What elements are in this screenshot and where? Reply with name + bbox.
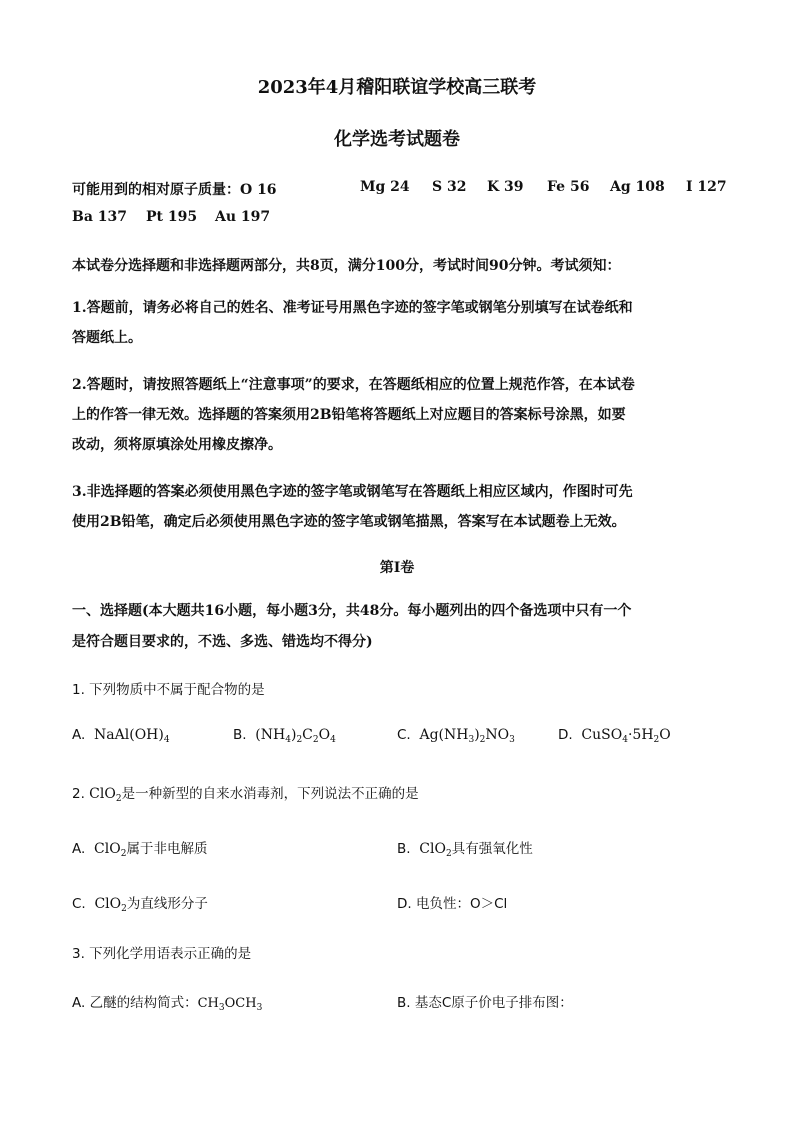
instruction-1-line-2: 答题纸上。 — [72, 330, 142, 346]
question-3-option-b: B. 基态C原子价电子排布图： — [397, 995, 573, 1011]
instruction-1-line-1: 1.答题前，请务必将自己的姓名、准考证号用黑色字迹的签字笔或钢笔分别填写在试卷纸和 — [72, 300, 633, 316]
question-2-option-c: C. ClO$_2$为直线形分子 — [72, 896, 208, 914]
formula-naal-oh4: $NaAl(OH)_4$ — [89, 727, 170, 745]
question-1-option-c: C. $Ag(NH_3)_2NO_3$ — [397, 727, 515, 745]
formula-ammonium-oxalate: $(NH_4)_2C_2O_4$ — [250, 727, 336, 745]
mass-item: Ag 108 — [610, 179, 665, 195]
question-2-option-d: D. 电负性：O＞Cl — [397, 896, 508, 912]
question-2-option-b: B. ClO$_2$具有强氧化性 — [397, 841, 533, 859]
exam-subtitle: 化学选考试题卷 — [334, 129, 460, 150]
instructions-intro: 本试卷分选择题和非选择题两部分，共8页，满分100分，考试时间90分钟。考试须知： — [72, 258, 621, 274]
volume-heading: 第I卷 — [379, 560, 415, 576]
exam-title: 2023年4月稽阳联谊学校高三联考 — [257, 77, 537, 98]
question-2-option-a: A. ClO$_2$属于非电解质 — [72, 841, 208, 859]
instruction-2-line-2: 上的作答一律无效。选择题的答案须用2B铅笔将答题纸上对应题目的答案标号涂黑，如要 — [72, 407, 626, 423]
atomic-mass-label: 可能用到的相对原子质量：O 16 — [72, 182, 277, 198]
mass-item: I 127 — [686, 179, 727, 195]
instruction-3-line-1: 3.非选择题的答案必须使用黑色字迹的签字笔或钢笔写在答题纸上相应区域内，作图时可先 — [72, 484, 633, 500]
question-3-stem: 3. 下列化学用语表示正确的是 — [72, 946, 252, 962]
mass-item: Fe 56 — [547, 179, 590, 195]
question-3-option-a: A. 乙醚的结构简式：$CH_3OCH_3$ — [72, 995, 263, 1013]
instruction-2-line-3: 改动，须将原填涂处用橡皮擦净。 — [72, 437, 282, 453]
instruction-2-line-1: 2.答题时，请按照答题纸上“注意事项”的要求，在答题纸相应的位置上规范作答，在本试卷 — [72, 377, 635, 393]
formula-silver-ammine-nitrate: $Ag(NH_3)_2NO_3$ — [415, 727, 515, 745]
question-1-option-d: D. $CuSO_4\cdot 5H_2O$ — [558, 727, 671, 745]
question-1-option-b: B. $(NH_4)_2C_2O_4$ — [233, 727, 336, 745]
instruction-3-line-2: 使用2B铅笔，确定后必须使用黑色字迹的签字笔或钢笔描黑，答案写在本试题卷上无效。 — [72, 514, 626, 530]
question-1-stem: 1. 下列物质中不属于配合物的是 — [72, 682, 265, 698]
mass-item: Ba 137 — [72, 209, 128, 225]
formula-copper-sulfate-hydrate: $CuSO_4\cdot 5H_2O$ — [576, 727, 671, 745]
mass-item: Au 197 — [215, 209, 271, 225]
mass-item: Pt 195 — [146, 209, 198, 225]
mass-item: S 32 — [432, 179, 467, 195]
formula-clo2: ClO$_2$ — [89, 786, 122, 804]
section-heading-line-2: 是符合题目要求的，不选、多选、错选均不得分) — [72, 634, 373, 650]
question-1-option-a: A. $NaAl(OH)_4$ — [72, 727, 170, 745]
mass-item: K 39 — [487, 179, 524, 195]
question-2-stem: 2. ClO$_2$是一种新型的自来水消毒剂，下列说法不正确的是 — [72, 786, 419, 804]
formula-ether: $CH_3OCH_3$ — [197, 996, 263, 1013]
mass-item: Mg 24 — [360, 179, 410, 195]
section-heading-line-1: 一、选择题(本大题共16小题，每小题3分，共48分。每小题列出的四个备选项中只有一个 — [72, 603, 632, 619]
